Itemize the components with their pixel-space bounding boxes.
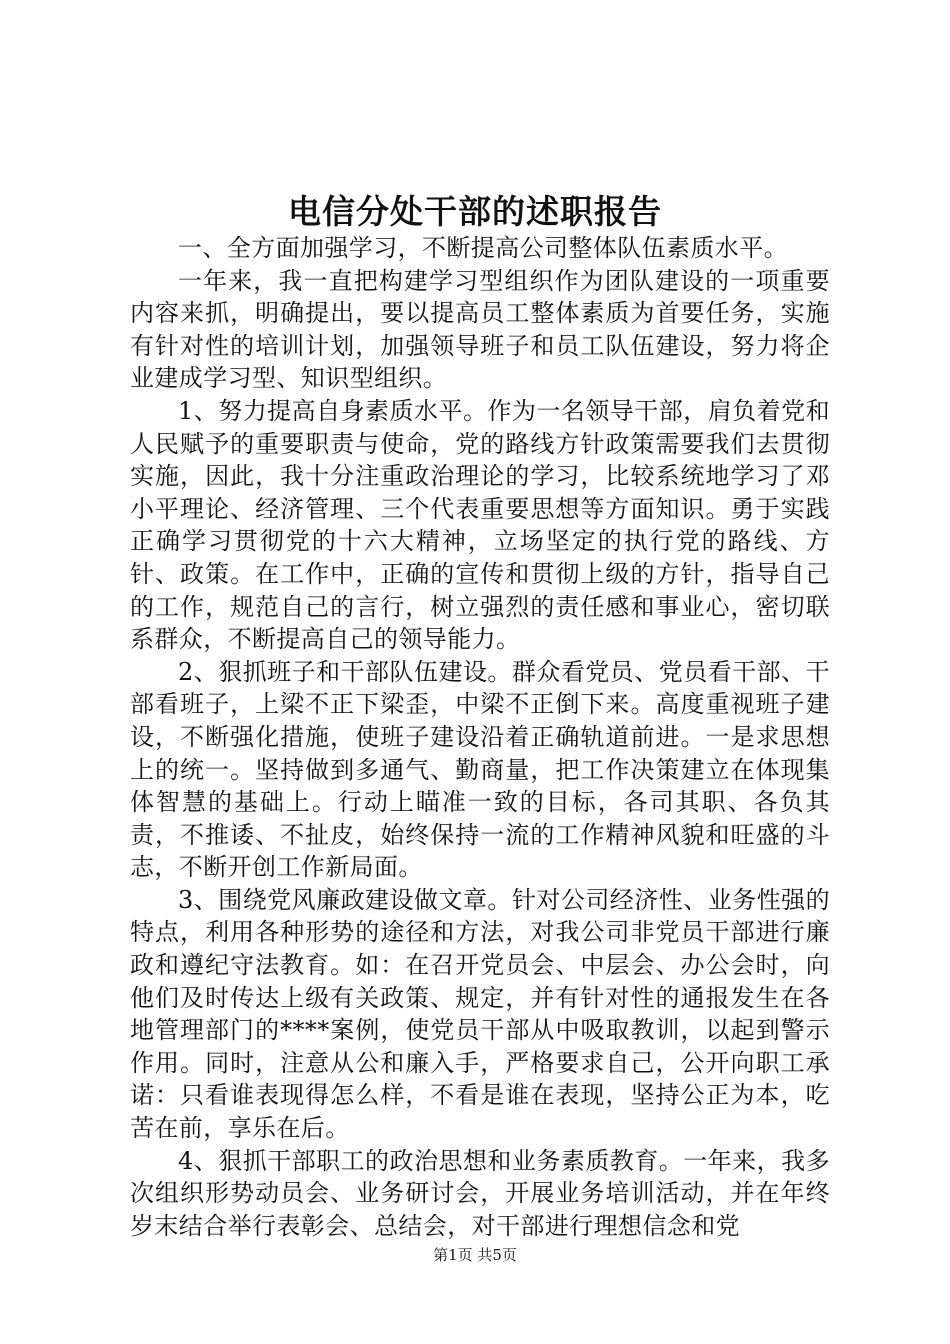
paragraph-item-4: 4、狠抓干部职工的政治思想和业务素质教育。一年来，我多次组织形势动员会、业务研讨会，开展业务培训活动，并在年终岁末结合举行表彰会、总结会，对干部进行理想信念和党 <box>130 1146 830 1240</box>
section-heading-1: 一、全方面加强学习，不断提高公司整体队伍素质水平。 <box>178 234 788 262</box>
paragraph-intro: 一年来，我一直把构建学习型组织作为团队建设的一项重要内容来抓，明确提出，要以提高员工整体素质为首要任务，实施有针对性的培训计划，加强领导班子和员工队伍建设，努力将企业建成学习型、知识型组织。 <box>130 266 830 393</box>
paragraph-item-3: 3、围绕党风廉政建设做文章。针对公司经济性、业务性强的特点，利用各种形势的途径和方法，对我公司非党员干部进行廉政和遵纪守法教育。如：在召开党员会、中层会、办公会时，向他们及时传达上级有关政策、规定，并有针对性的通报发生在各地管理部门的****案例，使党员干部从中吸取教训，以起到警示作用。同时，注意从公和廉入手，严格要求自己，公开向职工承诺：只看谁表现得怎么样，不看是谁在表现，坚持公正为本，吃苦在前，享乐在后。 <box>130 885 830 1143</box>
page-footer: 第1页 共5页 <box>433 1246 517 1264</box>
document-body <box>130 232 830 1242</box>
document-title: 电信分处干部的述职报告 <box>288 192 662 231</box>
paragraph-item-1: 1、努力提高自身素质水平。作为一名领导干部，肩负着党和人民赋予的重要职责与使命，党的路线方针政策需要我们去贯彻实施，因此，我十分注重政治理论的学习，比较系统地学习了邓小平理论、经济管理、三个代表重要思想等方面知识。勇于实践正确学习贯彻党的十六大精神，立场坚定的执行党的路线、方针、政策。在工作中，正确的宣传和贯彻上级的方针，指导自己的工作，规范自己的言行，树立强烈的责任感和事业心，密切联系群众，不断提高自己的领导能力。 <box>130 396 830 654</box>
paragraph-item-2: 2、狠抓班子和干部队伍建设。群众看党员、党员看干部、干部看班子，上梁不正下梁歪，中梁不正倒下来。高度重视班子建设，不断强化措施，使班子建设沿着正确轨道前进。一是求思想上的统一。坚持做到多通气、勤商量，把工作决策建立在体现集体智慧的基础上。行动上瞄准一致的目标，各司其职、各负其责，不推诿、不扯皮，始终保持一流的工作精神风貌和旺盛的斗志，不断开创工作新局面。 <box>130 657 830 882</box>
